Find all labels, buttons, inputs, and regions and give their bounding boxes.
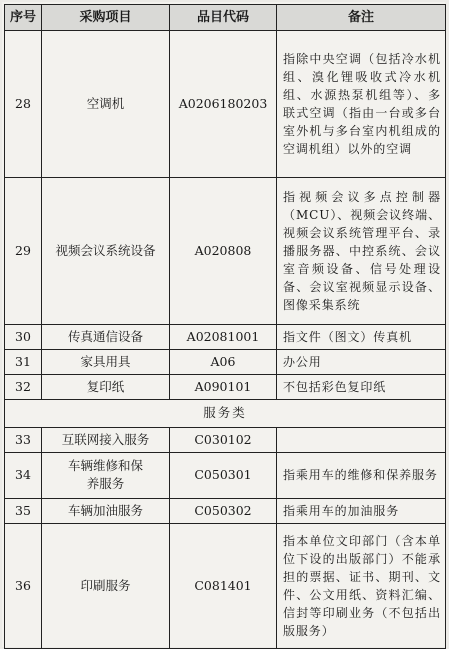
header-note: 备注 [277, 5, 446, 31]
cell-no: 33 [5, 427, 42, 452]
cell-item: 视频会议系统设备 [42, 177, 170, 324]
cell-note: 不包括彩色复印纸 [277, 375, 446, 400]
cell-code: A0206180203 [170, 31, 277, 178]
cell-code: C050302 [170, 498, 277, 523]
cell-item: 车辆加油服务 [42, 498, 170, 523]
cell-note: 指乘用车的加油服务 [277, 498, 446, 523]
cell-code: A06 [170, 350, 277, 375]
cell-no: 30 [5, 324, 42, 349]
cell-no: 36 [5, 524, 42, 649]
cell-code: A02081001 [170, 324, 277, 349]
cell-item: 互联网接入服务 [42, 427, 170, 452]
cell-note: 指视频会议多点控制器（MCU）、视频会议终端、视频会议系统管理平台、录播服务器、中控系统、会议室音频设备、信号处理设备、会议室视频显示设备、图像采集系统 [277, 177, 446, 324]
table-row [5, 350, 446, 375]
cell-no: 35 [5, 498, 42, 523]
cell-note [277, 427, 446, 452]
table-row [5, 524, 446, 649]
table-row [5, 177, 446, 324]
cell-note: 指本单位文印部门（含本单位下设的出版部门）不能承担的票据、证书、期刊、文件、公文用纸、资料汇编、信封等印刷业务（不包括出版服务） [277, 524, 446, 649]
table-row [5, 31, 446, 178]
table-row [5, 452, 446, 498]
header-item: 采购项目 [42, 5, 170, 31]
cell-code: A090101 [170, 375, 277, 400]
table-row [5, 498, 446, 523]
cell-code: C050301 [170, 452, 277, 498]
cell-note: 指除中央空调（包括冷水机组、溴化锂吸收式冷水机组、水源热泵机组等）、多联式空调（指由一台或多台室外机与多台室内机组成的空调机组）以外的空调 [277, 31, 446, 178]
cell-item: 复印纸 [42, 375, 170, 400]
cell-item: 印刷服务 [42, 524, 170, 649]
cell-item: 家具用具 [42, 350, 170, 375]
cell-no: 31 [5, 350, 42, 375]
header-code: 品目代码 [170, 5, 277, 31]
cell-no: 34 [5, 452, 42, 498]
cell-note: 指乘用车的维修和保养服务 [277, 452, 446, 498]
table-row [5, 375, 446, 400]
header-no: 序号 [5, 5, 42, 31]
cell-note: 指文件（图文）传真机 [277, 324, 446, 349]
table-row [5, 427, 446, 452]
header-row [5, 5, 446, 31]
cell-code: C081401 [170, 524, 277, 649]
cell-item: 车辆维修和保养服务 [42, 452, 170, 498]
cell-no: 32 [5, 375, 42, 400]
cell-code: C030102 [170, 427, 277, 452]
cell-no: 28 [5, 31, 42, 178]
procurement-table [4, 4, 446, 649]
section-label: 服务类 [5, 400, 446, 427]
table-row [5, 324, 446, 349]
cell-code: A020808 [170, 177, 277, 324]
cell-no: 29 [5, 177, 42, 324]
section-row [5, 400, 446, 427]
cell-note: 办公用 [277, 350, 446, 375]
cell-item: 空调机 [42, 31, 170, 178]
cell-item: 传真通信设备 [42, 324, 170, 349]
